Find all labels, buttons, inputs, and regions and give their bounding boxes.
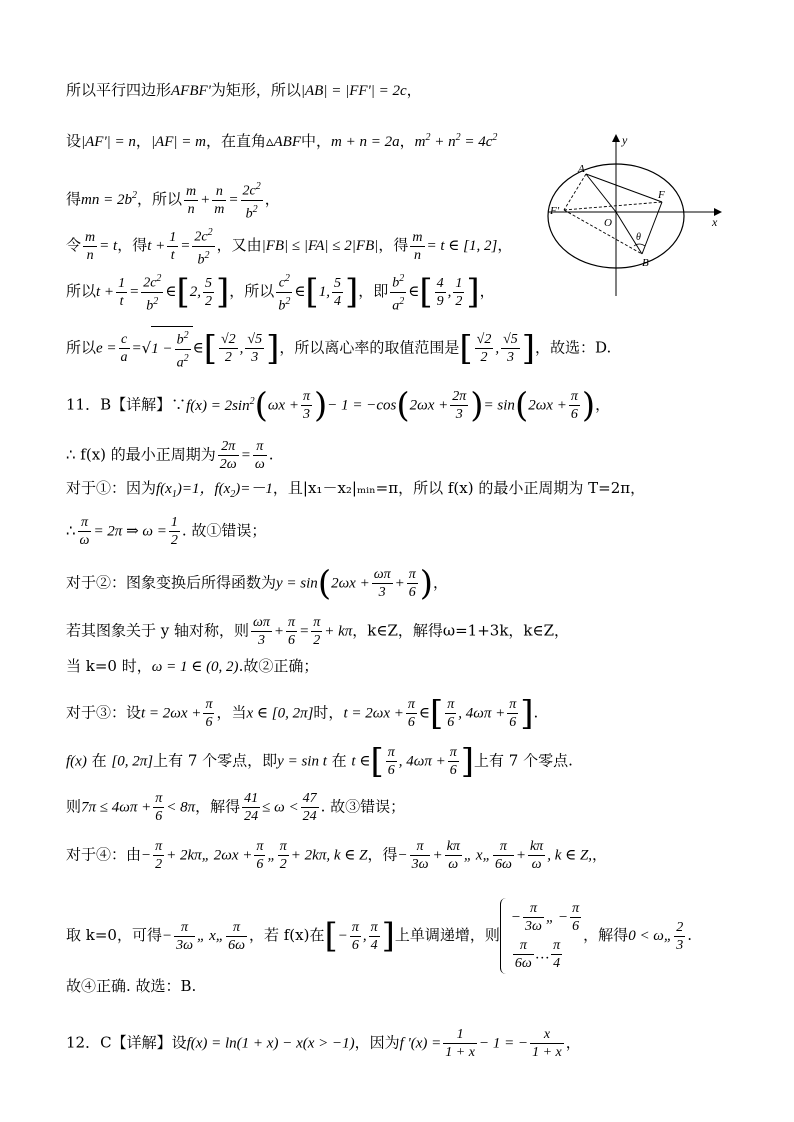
text: ，得: [117, 236, 148, 255]
text-line-c3: 对于③：设t = 2ωx + $\frac{\pi}{6}$ ，当x ∈ [0, 2π]时，t = 2ωx + $\frac{\pi}{6}$ ∈[ $\frac{\pi}{6}$ , 4ωπ + $\frac{\pi}{6}$ ].: [66, 693, 539, 734]
text: . 故①错误；: [181, 521, 267, 540]
text: 所以: [66, 282, 97, 301]
text: 所以: [66, 338, 97, 357]
label-F: F: [658, 189, 665, 201]
text: ，当: [216, 703, 247, 722]
text: 取 k=0，可得: [66, 926, 162, 944]
text: ，因为: [354, 1033, 400, 1052]
text-line-4: 令 $\frac{m}{n}$ = t，得t + $\frac{1}{t}$ = $\frac{2c^2}{b^2}$ ，又由|FB| ≤ |FA| ≤ 2|FB|，得 $\frac{m}{n}$ = t ∈ [1, 2]，: [66, 224, 754, 268]
label-theta: θ: [636, 232, 641, 243]
text: . 故③错误；: [320, 797, 406, 816]
text-line-c1b: ∴ $\frac{\pi}{\omega}$ = 2π ⇒ ω = $\frac{1}{2}$ . 故①错误；: [66, 515, 267, 548]
text-line-3: 得mn = $2b^2$，所以 $\frac{m}{n}$ + $\frac{n}{m}$ = $\frac{2c^2}{b^2}$ ，: [66, 178, 754, 222]
text: 为矩形，所以: [210, 81, 301, 99]
text-line-c3b: f(x) 在 [0, 2π]上有 7 个零点，即y = sin t 在 t ∈[ $\frac{\pi}{6}$ , 4ωπ + $\frac{\pi}{6}$ ]上有 7 个零点.: [66, 741, 573, 782]
text: 对于②：图象变换后所得函数为: [66, 573, 277, 592]
label-A: A: [578, 163, 585, 175]
segment-F2B: [564, 210, 642, 254]
text: ，在直角: [205, 132, 266, 150]
text: ∴ f(x) 的最小正周期为: [66, 445, 216, 464]
text: ，解得: [583, 926, 629, 944]
segment-FB: [642, 202, 662, 254]
text-line-c1: 对于①：因为$f(x_1)=1$，$f(x_2)=-1$，且|x₁－x₂|ₘᵢₙ=π，所以 f(x) 的最小正周期为 T=2π，: [66, 479, 646, 500]
text: ，得: [367, 845, 398, 864]
text: 对于④：由: [66, 845, 142, 864]
text: ，解得: [195, 797, 241, 816]
label-O: O: [604, 217, 612, 229]
text-line-c4b: 取 k=0，可得− $\frac{\pi}{3\omega}$ „ x„ $\frac{\pi}{6\omega}$ ，若 f(x)在[− $\frac{\pi}{6}$ , $\frac{\pi}{4}$ ]上单调递增，则 − $\frac{\pi}{3\omega}$ „ − $\frac{\pi}{6}$ $\frac{\pi}{6\omega}$ … $\frac{\pi}{4}$ ，解得0 < ω„ $\frac{2}{3}$ .: [66, 898, 754, 974]
text-line-c4: 对于④：由− $\frac{\pi}{2}$ + 2kπ„ 2ωx + $\frac{\pi}{6}$ „ $\frac{\pi}{2}$ + 2kπ, k ∈ Z，得− $\frac{\pi}{3\omega}$ + $\frac{k\pi}{\omega}$ „ x„ $\frac{\pi}{6\omega}$ + $\frac{k\pi}{\omega}$ , k ∈ Z,，: [66, 839, 608, 872]
text: ，故选：D.: [535, 338, 612, 357]
text: 中，: [301, 132, 332, 150]
text: 设: [66, 132, 82, 150]
text: ，所以离心率的取值范围是: [279, 338, 460, 357]
text: ，所以: [136, 190, 182, 209]
text: 令: [66, 236, 82, 255]
label-F-prime: F': [550, 205, 560, 217]
text: ，所以: [229, 282, 275, 301]
text: 所以平行四边形: [66, 81, 172, 99]
label-y: y: [622, 133, 628, 147]
text: 12．C【详解】设: [66, 1033, 187, 1052]
label-x: x: [712, 215, 718, 229]
text-line-c2b: 若其图象关于 y 轴对称，则 $\frac{\omega\pi}{3}$ + $\frac{\pi}{6}$ = $\frac{\pi}{2}$ + kπ，k∈Z，解得ω=1+3k，k∈Z，: [66, 615, 570, 648]
ellipse-figure: [544, 130, 724, 300]
label-B: B: [642, 257, 649, 269]
text-line-q11: 11．B【详解】∵f(x) = $2\sin^2(\omega x$ + $\frac{\pi}{3}$ )− 1 = −cos(2ωx + $\frac{2\pi}{3}$ )= sin(2ωx + $\frac{\pi}{6}$ )，: [66, 385, 611, 426]
text: 上单调递增，则: [394, 926, 500, 944]
text: 当 k=0 时，: [66, 657, 152, 675]
text: 对于①：因为: [66, 479, 157, 497]
text: 上有 7 个零点，即: [153, 751, 278, 770]
text-line-2: 设|AF'| = n，|AF| = m，在直角▵ABF中，m + n = 2a，$m^2 + n^2 = 4c^2$: [66, 132, 498, 150]
text-line-c2d: 当 k=0 时，ω = 1 ∈ (0, 2).故②正确；: [66, 657, 319, 675]
text-line-c2: 对于②：图象变换后所得函数为y = sin(2ωx + $\frac{\omega\pi}{3}$ + $\frac{\pi}{6}$ )，: [66, 563, 449, 604]
text: 故④正确. 故选：B.: [66, 977, 197, 995]
text: ，即: [358, 282, 389, 301]
text: ，k∈Z，解得ω=1+3k，k∈Z，: [352, 621, 570, 640]
text-line-c4c: [66, 976, 754, 996]
text-line-q12: 12．C【详解】设f(x) = ln(1 + x) − x(x > −1)，因为f '(x) = $\frac{1}{1 + x}$ − 1 = − $\frac{x}{1 + x}$ ，: [66, 1027, 581, 1060]
text: ，若 f(x)在: [248, 926, 325, 944]
text: 若其图象关于 y 轴对称，则: [66, 621, 250, 640]
text: 11．B【详解】∵: [66, 395, 187, 414]
text: 时，: [313, 703, 344, 722]
text-line-q11b: ∴ f(x) 的最小正周期为 $\frac{2\pi}{2\omega}$ = $\frac{\pi}{\omega}$ .: [66, 439, 274, 472]
y-axis-arrow: [612, 134, 620, 142]
text: 上有 7 个零点.: [474, 751, 573, 770]
text: 得: [66, 190, 82, 209]
text-line-c3c: 则7π ≤ 4ωπ + $\frac{\pi}{6}$ < 8π，解得 $\frac{41}{24}$ ≤ ω < $\frac{47}{24}$ . 故③错误；: [66, 791, 406, 824]
text-line-1: 所以平行四边形AFBF'为矩形，所以|AB| = |FF'| = 2c，: [66, 81, 422, 99]
text: 对于③：设: [66, 703, 142, 722]
text: 则: [66, 797, 82, 816]
text: ，得: [378, 236, 409, 255]
text: .故②正确；: [238, 657, 319, 675]
text: ，又由: [216, 236, 262, 255]
text-line-5: 所以t + $\frac{1}{t}$ = $\frac{2c^2}{b^2}$ ∈[2, $\frac{5}{2}$ ]，所以 $\frac{c^2}{b^2}$ ∈[1, $\frac{5}{4}$ ]，即 $\frac{b^2}{a^2}$ ∈[ $\frac{4}{9}$ , $\frac{1}{2}$ ]，: [66, 270, 754, 314]
text-line-6: 所以e = $\frac{c}{a}$ =√1 − $\frac{b^2}{a^2}$ ∈[ $\frac{√2}{2}$ , $\frac{√5}{3}$ ]，所以离心率的取值范围是[ $\frac{√2}{2}$ , $\frac{√5}{3}$ ]，故选：D.: [66, 326, 754, 371]
text: ，且|x₁－x₂|ₘᵢₙ=π，所以 f(x) 的最小正周期为 T=2π，: [272, 479, 646, 497]
